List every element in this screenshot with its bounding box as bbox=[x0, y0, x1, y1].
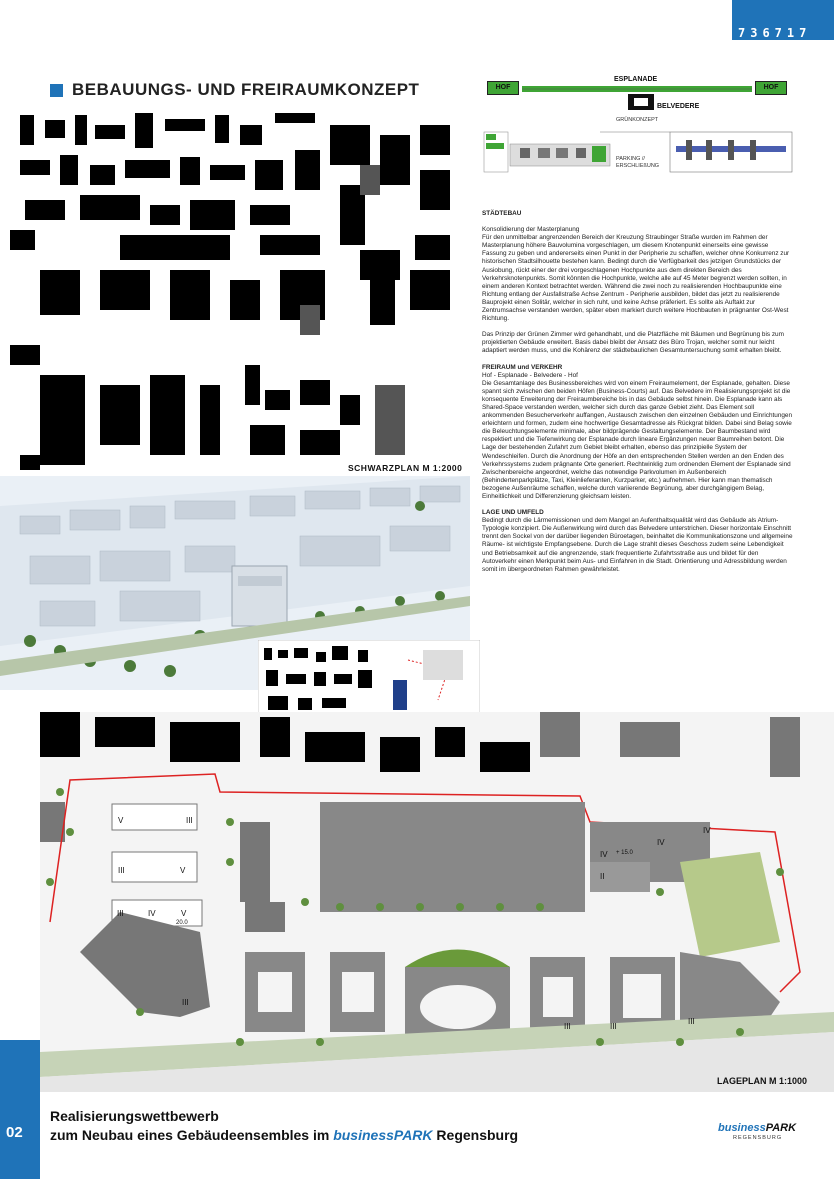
paragraph-4: Bedingt durch die Lärmemissionen und dem Mangel an Aufenthaltsqualität wird das Gebäude als Atrium-Typologie konzipiert. Die Außenwirkung wird durch das Belvedere unterstrichen. Dieser horizontale Einschnitt trennt den Sockel von der darüber liegenden Büroetagen, beinhaltet die Kommunikationszone und allgemeine Räume- ist wichtigste Empfangsebene. Durch die Lage strahlt dieses Geschoss zudem seine Lebendigkeit und Betriebsamkeit auf die angrenzende, stark frequentierte Zufahrtsstraße aus und bildet für den Autoverkehr einen Merkpunkt beim Aus- und Einfahren in die Stadt. Orientierung und Adressbildung werden somit im übergeordneten Rahmen gewährleistet. bbox=[482, 517, 793, 573]
schwarzplan-label: SCHWARZPLAN M 1:2000 bbox=[348, 463, 463, 473]
footer-line2-pre: zum Neubau eines Gebäudeensembles im bbox=[50, 1127, 334, 1143]
floor-label: III bbox=[118, 866, 125, 875]
floor-label: III bbox=[564, 1022, 571, 1031]
hof-left-label: HOF bbox=[487, 81, 519, 95]
page-number: 02 bbox=[6, 1124, 23, 1141]
floor-label: III bbox=[117, 909, 124, 918]
footer-line2-post: Regensburg bbox=[432, 1127, 519, 1143]
entry-code: 736717 bbox=[738, 26, 812, 40]
floor-label: III bbox=[688, 1017, 695, 1026]
title-square bbox=[50, 84, 63, 97]
paragraph-2: Das Prinzip der Grünen Zimmer wird gehandhabt, und die Platzfläche mit Bäumen und Begrünung bis zum projektierten Gebäude erweitert. Basis dabei bleibt der Ansatz des Büro Trojan, welcher somit nur leicht adaptiert werden muss, und die Kohärenz der städtebaulichen Gesamtuntersuchung somit erhalten bleibt. bbox=[482, 331, 784, 355]
footer-blue-band bbox=[0, 1040, 40, 1179]
hof-right-label: HOF bbox=[755, 81, 787, 95]
floor-label: IV bbox=[148, 909, 156, 918]
floor-label: IV bbox=[600, 850, 608, 859]
heading-freiraum: FREIRAUM und VERKEHR bbox=[482, 363, 563, 371]
floor-label: IV bbox=[703, 826, 711, 835]
lageplan-label: LAGEPLAN M 1:1000 bbox=[717, 1076, 808, 1086]
footer-title-line2 bbox=[50, 1127, 518, 1143]
logo-park: PARK bbox=[765, 1122, 797, 1134]
businesspark-logo bbox=[718, 1122, 796, 1134]
height-label: 20.0 bbox=[176, 920, 188, 926]
floor-label: V bbox=[181, 909, 187, 918]
footer-title-line1: Realisierungswettbewerb bbox=[50, 1108, 219, 1124]
lageplan-figure bbox=[40, 712, 834, 1092]
paragraph-1: Für den unmittelbar angrenzenden Bereich der Kreuzung Straubinger Straße wurden im Rahmen der Masterplanung höhere Bauvolumina vorgeschlagen, um diesem Knotenpunkt einerseits eine gewisse Fassung zu geben und andererseits einen Punkt in der Peripherie zu schaffen, welcher ohne Konkurrenz zur historischen Stadtsilhouette bestehen kann. Bedingt durch die Verfügbarkeit des jetzigen Grundstücks der Ausiobung, rückt einer der drei vorgeschlagenen Hochpunkte aus dem direkten Bereich des Verkehrsknotenpunkts. Somit könnten die Hochpunkte, welche alle auf 45 Meter begrenzt werden sollten, in einem anderen Kontext betrachtet werden. Während die zwei noch zu realisierenden Hochbaupunkte eine Richtung entlang der Ausfallstraße Achse Zentrum - Peripherie ausbilden, bildet das jetzt zu realisierende Bauprojekt einen Solitär, welcher in sich ruht, und keine Achse präferiert. Es sollte als Auftakt zur Zentrumsachse verstanden werden, später eben markiert durch weitere Hochbauten in prägnanter Ost-West Richtung. bbox=[482, 234, 790, 323]
floor-label: V bbox=[118, 816, 124, 825]
description-text bbox=[482, 210, 794, 582]
logo-business: business bbox=[718, 1122, 766, 1134]
floor-label: III bbox=[186, 816, 193, 825]
heading-staedtebau: STÄDTEBAU bbox=[482, 210, 522, 217]
esplanade-label: ESPLANADE bbox=[614, 76, 658, 83]
inset-plan bbox=[258, 640, 480, 720]
logo-subtitle: REGENSBURG bbox=[733, 1135, 783, 1141]
paragraph-3: Die Gesamtanlage des Businessbereiches wird von einem Freiraumelement, der Esplanade, gehalten. Diese spannt sich zwischen den beiden Höfen (Business-Courts) auf. Das Belvedere im Realisierungsprojekt ist die konsequente Erweiterung der Freiraumbereiche bis in das Gebäude selbst hinein. Die Esplanade kann als Shared-Space verstanden werden, welcher sich durch das ganze Gebiet zieht. Das Element soll ankommenden Besucherverkehr auffangen, Austausch zwischen den einzelnen Gebäuden und Einrichtungen erleichtern und formen, zudem eine hochwertige Gesamtadresse als Rückgrat bilden. Dabei sind Belag sowie die Beleuchtungselemente minimale, aber bildprägende Gestaltungselemente. Der Baumbestand wird respektiert und die Tiefenwirkung der Esplanade durch lineare Ergänzungen neuer Baumreihen betont. Die Lage der bestehenden Zufahrt zum Gebiet bleibt erhalten, ebenso das prinzipielle System der Wendeschleifen. Durch die Anordnung der Höfe an den entsprechenden Stellen werden an den Enden des Verkehrssystems zudem prägnante Orte generiert. Rechtwinklig zum ordnenden Element der Esplanade sind Zwischenbereiche angeordnet, welche das notwendige Parkvolumen im Außenbereich (Behindertenparkplätze, Taxi, Kleinlieferanten, Kurzparker, etc.) aufnehmen. Hier kann man thematisch bezogene Außenräume schaffen, welche durch variierende Begrünung, aber durchgängigem Belag, Einheitlichkeit und Differenzierung gleichsam leisten. bbox=[482, 379, 793, 500]
page-title: BEBAUUNGS- UND FREIRAUMKONZEPT bbox=[72, 80, 420, 99]
height-label: + 15.0 bbox=[616, 850, 633, 856]
parking-label-2: ERSCHLIEßUNG bbox=[616, 163, 660, 169]
floor-label: III bbox=[610, 1022, 617, 1031]
main-hall-building bbox=[320, 802, 585, 912]
gruenkonzept-label: GRÜNKONZEPT bbox=[616, 117, 659, 123]
floor-label: IV bbox=[657, 838, 665, 847]
schwarzplan-figure bbox=[0, 105, 470, 475]
subheading-hof: Hof - Esplanade - Belvedere - Hof bbox=[482, 371, 578, 379]
floor-label: II bbox=[600, 872, 605, 881]
subheading-konsolidierung: Konsolidierung der Masterplanung bbox=[482, 226, 580, 234]
belvedere-label: BELVEDERE bbox=[657, 103, 700, 110]
floor-label: III bbox=[182, 998, 189, 1007]
floor-label: V bbox=[180, 866, 186, 875]
parking-label-1: PARKING // bbox=[616, 156, 645, 162]
heading-lage: LAGE UND UMFELD bbox=[482, 509, 544, 517]
footer-line2-brand: businessPARK bbox=[333, 1127, 433, 1143]
